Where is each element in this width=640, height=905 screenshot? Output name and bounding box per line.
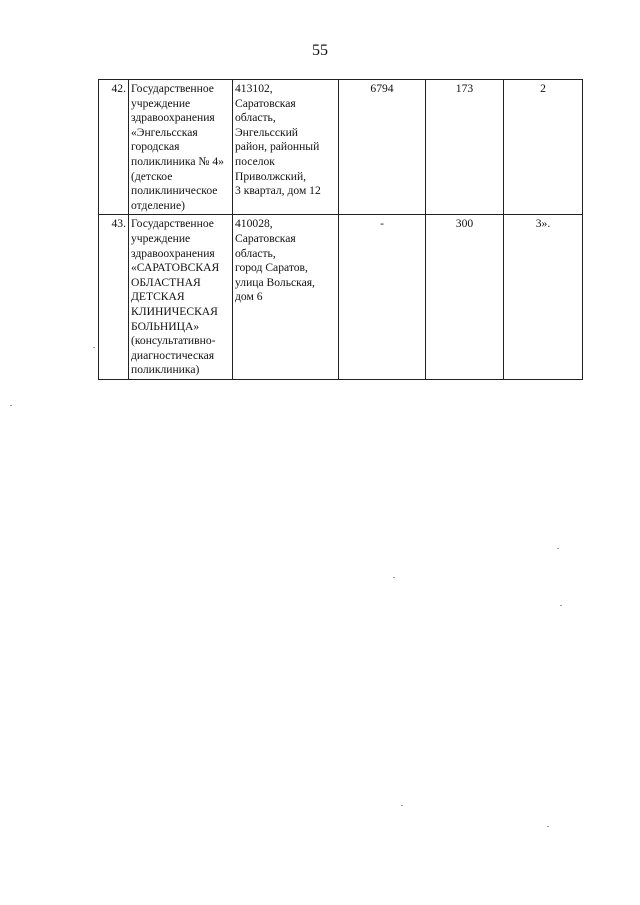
value-cell-1: - bbox=[339, 215, 426, 380]
name-line: КЛИНИЧЕСКАЯ bbox=[131, 304, 218, 318]
address-line: Саратовская bbox=[235, 96, 296, 110]
name-line: учреждение bbox=[131, 231, 191, 245]
scan-speck bbox=[547, 826, 549, 827]
name-line: «Энгельсская bbox=[131, 125, 198, 139]
address-line: 410028, bbox=[235, 217, 273, 231]
name-line: поликлиника) bbox=[131, 363, 200, 377]
scan-speck bbox=[557, 548, 559, 549]
scan-speck bbox=[10, 405, 12, 406]
name-line: «САРАТОВСКАЯ bbox=[131, 261, 220, 275]
name-line: здравоохранения bbox=[131, 111, 215, 125]
address-line: Энгельсский bbox=[235, 125, 299, 139]
page-number: 55 bbox=[312, 42, 328, 59]
table-row bbox=[99, 80, 583, 215]
institution-address bbox=[233, 215, 339, 380]
address-line: область, bbox=[235, 246, 276, 260]
name-line: Государственное bbox=[131, 217, 214, 231]
address-line: Приволжский, bbox=[235, 169, 307, 183]
row-number: 43. bbox=[99, 215, 129, 380]
name-line: (детское bbox=[131, 169, 173, 183]
name-line: ОБЛАСТНАЯ bbox=[131, 275, 201, 289]
institution-address bbox=[233, 80, 339, 215]
address-line: 3 квартал, дом 12 bbox=[235, 184, 321, 198]
address-line: город Саратов, bbox=[235, 261, 308, 275]
institution-name bbox=[129, 80, 233, 215]
scan-speck bbox=[93, 347, 95, 348]
institutions-table bbox=[98, 79, 583, 380]
scan-speck bbox=[393, 577, 395, 578]
name-line: поликлиника № 4» bbox=[131, 154, 224, 168]
value-cell-2: 300 bbox=[426, 215, 504, 380]
name-line: учреждение bbox=[131, 96, 191, 110]
value-cell-2: 173 bbox=[426, 80, 504, 215]
address-line: район, районный bbox=[235, 140, 320, 154]
name-line: (консультативно- bbox=[131, 334, 216, 348]
institution-name bbox=[129, 215, 233, 380]
address-line: дом 6 bbox=[235, 290, 263, 304]
name-line: отделение) bbox=[131, 198, 185, 212]
name-line: ДЕТСКАЯ bbox=[131, 290, 185, 304]
name-line: здравоохранения bbox=[131, 246, 215, 260]
address-line: поселок bbox=[235, 154, 275, 168]
row-number: 42. bbox=[99, 80, 129, 215]
name-line: поликлиническое bbox=[131, 184, 218, 198]
name-line: Государственное bbox=[131, 82, 214, 95]
name-line: городская bbox=[131, 140, 180, 154]
value-cell-3: 3». bbox=[504, 215, 583, 380]
scan-speck bbox=[560, 605, 562, 606]
table-row bbox=[99, 215, 583, 380]
name-line: диагностическая bbox=[131, 348, 215, 362]
address-line: область, bbox=[235, 111, 276, 125]
address-line: улица Вольская, bbox=[235, 275, 315, 289]
address-line: 413102, bbox=[235, 82, 273, 95]
value-cell-3: 2 bbox=[504, 80, 583, 215]
address-line: Саратовская bbox=[235, 231, 296, 245]
name-line: БОЛЬНИЦА» bbox=[131, 319, 200, 333]
value-cell-1: 6794 bbox=[339, 80, 426, 215]
scan-speck bbox=[401, 805, 403, 806]
